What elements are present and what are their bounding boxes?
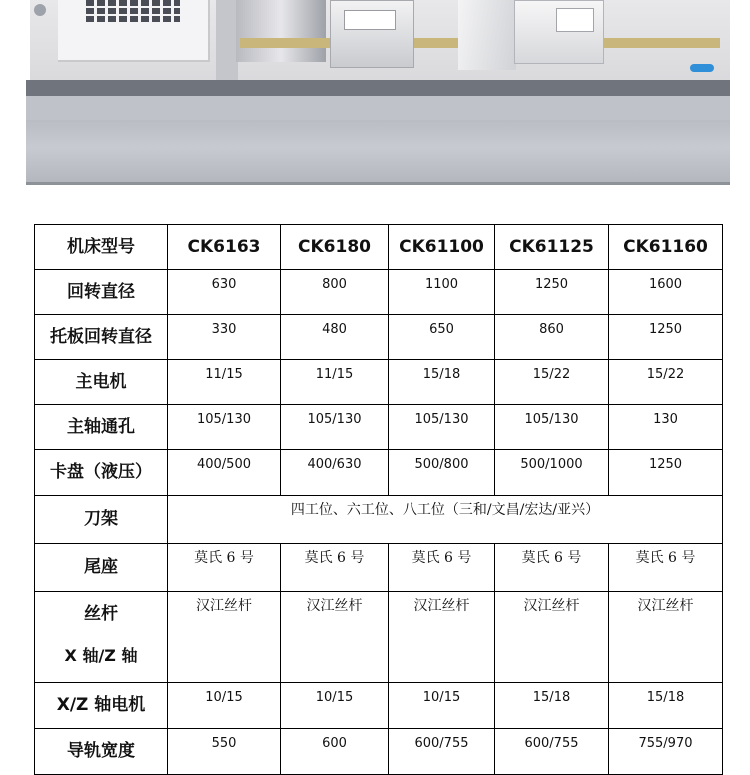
- chuck: [236, 0, 326, 62]
- value-cell: 莫氏 6 号: [495, 544, 609, 592]
- row-label: 主电机: [35, 360, 168, 405]
- sliding-door: [458, 0, 516, 70]
- value-cell: 860: [495, 315, 609, 360]
- value-cell: 10/15: [281, 683, 389, 729]
- value-cell: 11/15: [281, 360, 389, 405]
- value-cell: 105/130: [389, 405, 495, 450]
- coolant-pipe: [690, 64, 714, 72]
- value-cell: 莫氏 6 号: [281, 544, 389, 592]
- machine-base-rim: [26, 96, 730, 120]
- value-cell: 1250: [609, 315, 723, 360]
- keypad-grid: [86, 0, 180, 22]
- value-cell: 330: [168, 315, 281, 360]
- value-cell: 1250: [609, 450, 723, 496]
- value-cell: 105/130: [495, 405, 609, 450]
- value-cell: 400/500: [168, 450, 281, 496]
- table-row: [35, 592, 723, 683]
- value-cell: 汉江丝杆: [281, 592, 389, 683]
- value-cell: 15/18: [609, 683, 723, 729]
- value-cell: 15/22: [495, 360, 609, 405]
- value-cell: 650: [389, 315, 495, 360]
- machine-logo-icon: [34, 4, 46, 16]
- table-row: [35, 683, 723, 729]
- lathe-machine-photo: [0, 0, 750, 200]
- value-cell: 600/755: [495, 729, 609, 775]
- row-label-line1: 丝杆: [84, 604, 118, 624]
- value-cell: 11/15: [168, 360, 281, 405]
- model-cell: CK6180: [281, 225, 389, 270]
- value-cell: 莫氏 6 号: [168, 544, 281, 592]
- value-cell: 汉江丝杆: [168, 592, 281, 683]
- table-row: [35, 496, 723, 544]
- row-label: 主轴通孔: [35, 405, 168, 450]
- row-label: X/Z 轴电机: [35, 683, 168, 729]
- value-cell: 1100: [389, 270, 495, 315]
- table-row: [35, 270, 723, 315]
- model-cell: CK61125: [495, 225, 609, 270]
- row-label: [35, 592, 168, 683]
- value-cell: 550: [168, 729, 281, 775]
- value-cell: 10/15: [168, 683, 281, 729]
- value-cell: 500/800: [389, 450, 495, 496]
- model-cell: CK61100: [389, 225, 495, 270]
- table-row: [35, 729, 723, 775]
- table-row: [35, 450, 723, 496]
- model-cell: CK61160: [609, 225, 723, 270]
- table-row: [35, 315, 723, 360]
- table-header-row: [35, 225, 723, 270]
- headstock-column: [216, 0, 238, 82]
- row-label: 卡盘（液压）: [35, 450, 168, 496]
- value-cell: 15/18: [495, 683, 609, 729]
- value-cell: 130: [609, 405, 723, 450]
- value-cell: 600/755: [389, 729, 495, 775]
- tailstock-window: [556, 8, 594, 32]
- value-cell: 汉江丝杆: [609, 592, 723, 683]
- row-label: 尾座: [35, 544, 168, 592]
- value-cell: 汉江丝杆: [389, 592, 495, 683]
- value-cell: 105/130: [281, 405, 389, 450]
- row-label: 托板回转直径: [35, 315, 168, 360]
- value-cell: 600: [281, 729, 389, 775]
- value-cell: 500/1000: [495, 450, 609, 496]
- value-cell: 汉江丝杆: [495, 592, 609, 683]
- value-cell: 105/130: [168, 405, 281, 450]
- value-cell: 755/970: [609, 729, 723, 775]
- value-cell: 480: [281, 315, 389, 360]
- row-label: 刀架: [35, 496, 168, 544]
- header-label: 机床型号: [35, 225, 168, 270]
- value-cell: 630: [168, 270, 281, 315]
- spec-table: [34, 224, 723, 775]
- row-label: 导轨宽度: [35, 729, 168, 775]
- value-cell: 莫氏 6 号: [609, 544, 723, 592]
- value-cell: 15/22: [609, 360, 723, 405]
- merged-value-cell: 四工位、六工位、八工位（三和/文昌/宏达/亚兴）: [168, 496, 723, 544]
- value-cell: 400/630: [281, 450, 389, 496]
- value-cell: 莫氏 6 号: [389, 544, 495, 592]
- table-row: [35, 544, 723, 592]
- value-cell: 1250: [495, 270, 609, 315]
- row-label-line2: X 轴/Z 轴: [64, 646, 138, 665]
- table-row: [35, 360, 723, 405]
- table-row: [35, 405, 723, 450]
- value-cell: 1600: [609, 270, 723, 315]
- row-label: 回转直径: [35, 270, 168, 315]
- tool-post: [344, 10, 396, 30]
- value-cell: 15/18: [389, 360, 495, 405]
- value-cell: 800: [281, 270, 389, 315]
- value-cell: 10/15: [389, 683, 495, 729]
- model-cell: CK6163: [168, 225, 281, 270]
